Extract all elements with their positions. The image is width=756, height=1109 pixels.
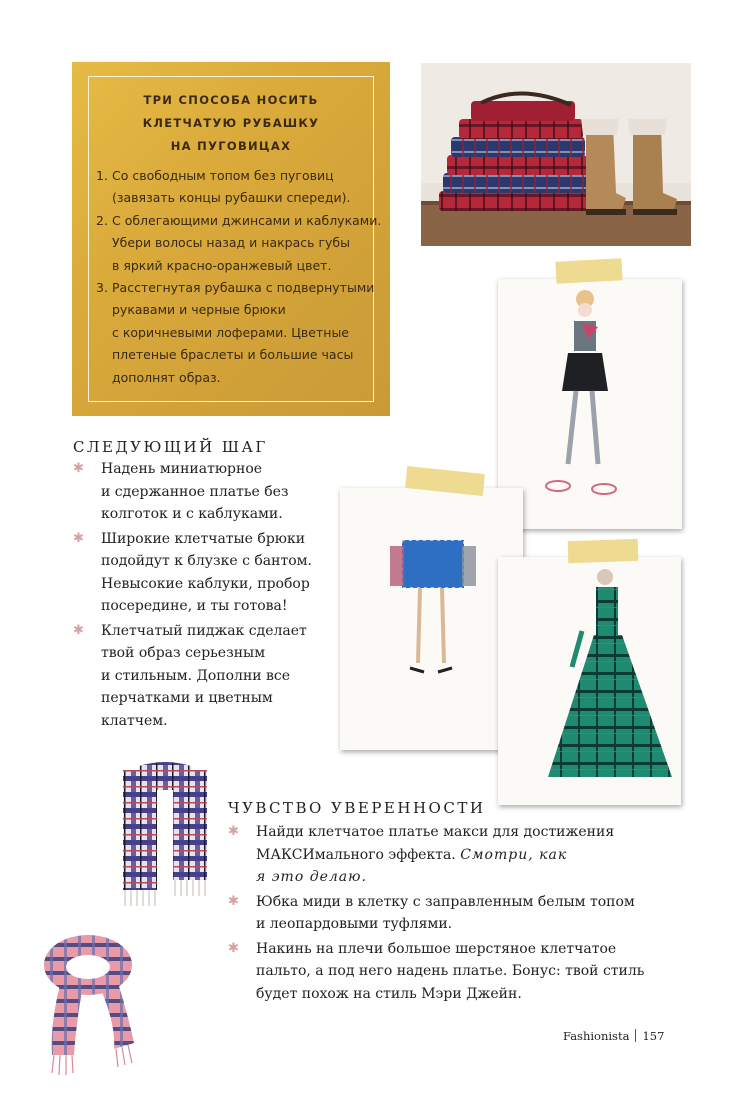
bullet-star-icon: ✱	[228, 824, 239, 839]
tips-title-line: КЛЕТЧАТУЮ РУБАШКУ	[142, 116, 320, 130]
tips-item-line: рукавами и черные брюки	[112, 302, 286, 318]
tape-strip	[555, 258, 622, 283]
bullet-star-icon: ✱	[73, 461, 84, 476]
tips-item-line: Со свободным топом без пуговиц	[112, 168, 334, 183]
list-line: Невысокие каблуки, пробор	[101, 575, 310, 592]
list-line: клатчем.	[101, 712, 168, 729]
tips-title-line: ТРИ СПОСОБА НОСИТЬ	[143, 93, 319, 107]
list-line	[256, 844, 668, 867]
bullet-star-icon: ✱	[73, 622, 84, 638]
list-line: и сдержанное платье без	[101, 483, 289, 500]
tips-item	[96, 277, 381, 389]
tips-item-line: (завязать концы рубашки спереди).	[112, 190, 351, 206]
tips-list	[96, 165, 381, 389]
fashion-sketch-plaid-top	[498, 279, 682, 529]
tips-item	[96, 210, 381, 277]
confidence-heading: ЧУВСТВО УВЕРЕННОСТИ	[228, 799, 486, 817]
list-line: Юбка миди в клетку с заправленным белым топом	[256, 893, 635, 910]
tips-item-number: 3.	[96, 280, 108, 296]
list-line: будет похож на стиль Мэри Джейн.	[256, 985, 522, 1002]
tape-strip	[568, 539, 639, 563]
tips-item-line: Расстегнутая рубашка с подвернутыми	[112, 280, 375, 296]
coiled-scarf-illustration	[30, 925, 145, 1080]
fashion-sketch-plaid-gown	[498, 557, 681, 805]
next-step-item	[73, 458, 343, 526]
list-line: перчатками и цветным	[101, 690, 273, 706]
tips-item-number: 2.	[96, 212, 108, 228]
confidence-item	[228, 891, 668, 936]
next-step-item	[73, 620, 343, 733]
tips-item-line: дополнят образ.	[112, 369, 221, 385]
footer-divider	[635, 1029, 636, 1042]
plaid-scarf-image	[115, 760, 215, 910]
tips-box-title	[72, 89, 390, 158]
tips-item-line: в яркий красно-оранжевый цвет.	[112, 257, 332, 273]
confidence-item	[228, 821, 668, 889]
handwritten-note: Смотри, как	[460, 846, 568, 863]
list-line: Накинь на плечи большое шерстяное клетчатое	[256, 940, 617, 957]
fashion-sketch-plaid-skirt	[340, 488, 523, 750]
sketch-card-plaid-skirt	[340, 488, 523, 750]
tips-item-line: С облегающими джинсами и каблуками.	[112, 212, 382, 228]
page-footer	[563, 1029, 664, 1043]
plaid-shirts-illustration	[421, 63, 691, 246]
list-line: Клетчатый пиджак сделает	[101, 622, 307, 639]
next-step-item	[73, 528, 343, 618]
list-line: Надень миниатюрное	[101, 461, 263, 477]
bullet-star-icon: ✱	[228, 893, 239, 909]
book-title: Fashionista	[563, 1029, 630, 1043]
confidence-item	[228, 938, 668, 1006]
list-line: Широкие клетчатые брюки	[101, 530, 306, 547]
tips-item-line: плетеные браслеты и большие часы	[112, 347, 354, 363]
tips-item	[96, 165, 381, 210]
list-line: и стильным. Дополни все	[101, 667, 291, 684]
sketch-card-plaid-gown	[498, 557, 681, 805]
plaid-scarf-illustration	[115, 760, 215, 910]
confidence-list	[228, 821, 668, 1007]
page-number: 157	[642, 1029, 665, 1043]
handwritten-note: я это делаю.	[256, 869, 367, 885]
tips-title-line: НА ПУГОВИЦАХ	[170, 139, 292, 153]
tips-box	[72, 62, 390, 416]
tips-item-number: 1.	[96, 168, 108, 183]
tips-item-line: с коричневыми лоферами. Цветные	[112, 324, 349, 340]
plaid-shirts-photo	[421, 63, 691, 246]
list-line: колготок и с каблуками.	[101, 506, 283, 522]
plaid-scarf-image	[30, 925, 145, 1080]
list-line: посередине, и ты готова!	[101, 598, 288, 614]
tips-item-line: Убери волосы назад и накрась губы	[112, 235, 351, 251]
list-text: МАКСИмального эффекта.	[256, 846, 456, 863]
list-line: и леопардовыми туфлями.	[256, 916, 453, 932]
sketch-card-plaid-top	[498, 279, 682, 529]
next-step-list	[73, 458, 343, 734]
list-line: твой образ серьезным	[101, 645, 266, 661]
list-line: пальто, а под него надень платье. Бонус: твой стиль	[256, 963, 645, 979]
list-line: подойдут к блузке с бантом.	[101, 553, 312, 569]
bullet-star-icon: ✱	[228, 940, 239, 956]
list-line: Найди клетчатое платье макси для достижения	[256, 824, 615, 840]
next-step-heading: СЛЕДУЮЩИЙ ШАГ	[73, 438, 268, 456]
bullet-star-icon: ✱	[73, 530, 84, 546]
